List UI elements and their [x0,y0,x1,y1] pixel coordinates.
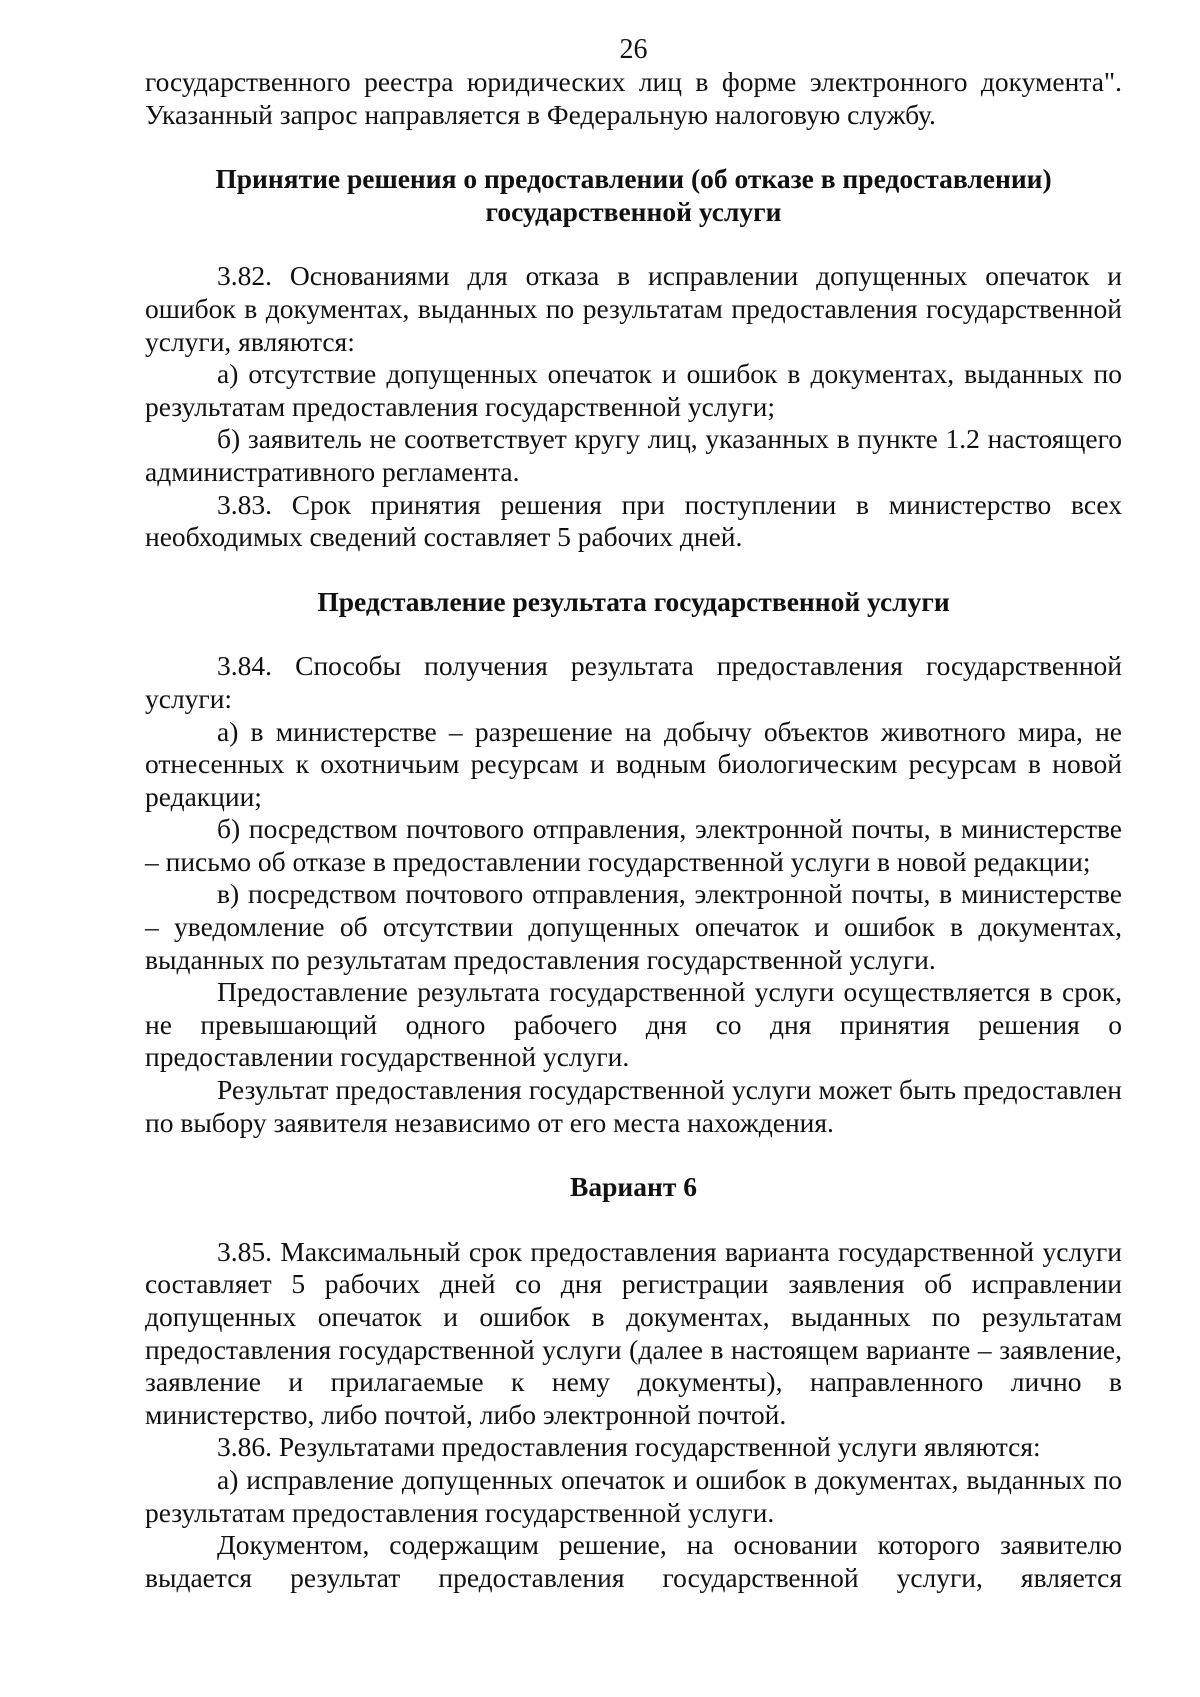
section-heading-result: Представление результата государственной услуги [317,585,950,617]
list-item-a: а) исправление допущенных опечаток и ошибок в документах, выданных по результатам предоставления государственной услуги. [145,1463,1122,1528]
page-number: 26 [619,34,648,65]
intro-paragraph: государственного реестра юридических лиц в форме электронного документа". Указанный запрос направляется в Федеральную налоговую службу. [145,66,1122,130]
list-item-b: б) заявитель не соответствует кругу лиц, указанных в пункте 1.2 настоящего административного регламента. [145,423,1122,487]
section-heading-decision [145,163,1122,228]
list-item-a: а) в министерстве – разрешение на добычу объектов животного мира, не отнесенных к охотничьим ресурсам и водным биологическим ресурсам в новой редакции; [145,715,1122,812]
paragraph-result-term: Предоставление результата государственной услуги осуществляется в срок, не превышающий одного рабочего дня со дня принятия решения о предоставлении государственной услуги. [145,976,1122,1073]
section-variant-6-body [145,1236,1122,1595]
paragraph-3-82: 3.82. Основаниями для отказа в исправлении допущенных опечаток и ошибок в документах, выданных по результатам предоставления государственной услуги, являются: [145,260,1122,357]
document-page [145,34,1122,1594]
section-heading-variant-6: Вариант 6 [570,1171,697,1203]
list-item-v: в) посредством почтового отправления, электронной почты, в министерстве – уведомление об отсутствии допущенных опечаток и ошибок в документах, выданных по результатам предоставления государственной услуги. [145,878,1122,975]
section-heading-decision-line1: Принятие решения о предоставлении (об отказе в предоставлении) [215,163,1052,195]
paragraph-3-84: 3.84. Способы получения результата предоставления государственной услуги: [145,650,1122,714]
paragraph-result-choice: Результат предоставления государственной услуги может быть предоставлен по выбору заявителя независимо от его места нахождения. [145,1074,1122,1138]
list-item-b: б) посредством почтового отправления, электронной почты, в министерстве – письмо об отказе в предоставлении государственной услуги в новой редакции; [145,813,1122,877]
paragraph-document-decision: Документом, содержащим решение, на основании которого заявителю выдается результат предоставления государственной услуги, является [145,1529,1122,1593]
section-result-body [145,650,1122,1139]
paragraph-3-83: 3.83. Срок принятия решения при поступлении в министерство всех необходимых сведений составляет 5 рабочих дней. [145,488,1122,553]
paragraph-3-85: 3.85. Максимальный срок предоставления варианта государственной услуги составляет 5 рабочих дней со дня регистрации заявления об исправлении допущенных опечаток и ошибок в документах, выданных по результатам предоставления государственной услуги (далее в настоящем варианте – заявление, заявление и прилагаемые к нему документы), направленного лично в министерство, либо почтой, либо электронной почтой. [145,1235,1122,1430]
list-item-a: а) отсутствие допущенных опечаток и ошибок в документах, выданных по результатам предоставления государственной услуги; [145,358,1122,422]
paragraph-3-86: 3.86. Результатами предоставления государственной услуги являются: [217,1431,1041,1463]
section-heading-decision-line2: государственной услуги [485,195,782,227]
section-decision-body [145,260,1122,553]
